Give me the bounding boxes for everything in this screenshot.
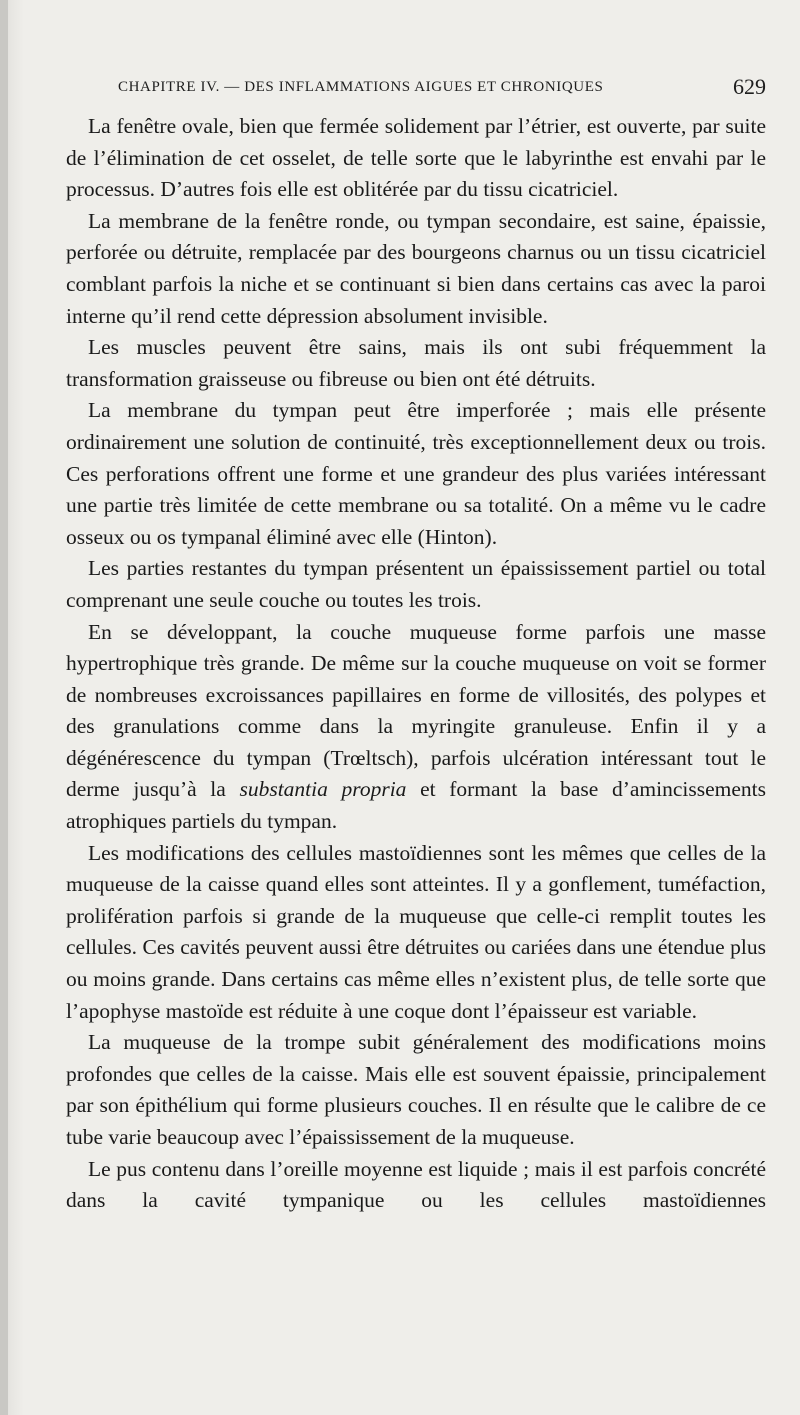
paragraph-tympanic-membrane: La membrane du tympan peut être imperforée ; mais elle présente ordinairement une solution de continuité, très exceptionnellement deux ou trois. Ces perforations offrent une forme et une grandeur des plus variées intéressant une partie très limitée de cette membrane ou sa totalité. On a même vu le cadre osseux ou os tympanal éliminé avec elle (Hinton). [66,398,766,549]
italic-term: substantia propria [239,777,407,802]
page-header [118,74,766,104]
paragraph-muscles: Les muscles peuvent être sains, mais ils ont subi fréquemment la transformation graisseuse ou fibreuse ou bien ont été détruits. [66,335,766,391]
paragraph-remaining-parts: Les parties restantes du tympan présentent un épaississement partiel ou total comprenant une seule couche ou toutes les trois. [66,556,766,612]
paragraph-round-window: La membrane de la fenêtre ronde, ou tympan secondaire, est saine, épaissie, perforée ou détruite, remplacée par des bourgeons charnus ou un tissu cicatriciel comblant parfois la niche et se continuant si bien dans certains cas avec la paroi interne qu’il rend cette dépression absolument invisible. [66,208,766,328]
page-number: 629 [733,74,766,99]
paragraph-mucous-layer [66,617,766,838]
paragraph-mastoid-cells: Les modifications des cellules mastoïdiennes sont les mêmes que celles de la muqueuse de la caisse quand elles sont atteintes. Il y a gonflement, tuméfaction, prolifération parfois si grande de la muqueuse que celle-ci remplit toutes les cellules. Ces cavités peuvent aussi être détruites ou cariées dans une étendue plus ou moins grande. Dans certains cas même elles n’existent plus, de telle sorte que l’apophyse mastoïde est réduite à une coque dont l’épaisseur est variable. [66,840,766,1023]
paragraph-pus: Le pus contenu dans l’oreille moyenne est liquide ; mais il est parfois concrété dans la cavité tympanique ou les cellules mastoïdiennes [66,1156,766,1213]
paragraph-mucous-layer-text-before: En se développant, la couche muqueuse forme parfois une masse hypertrophique très grande. De même sur la couche muqueuse on voit se former de nombreuses excroissances papillaires en forme de villosités, des polypes et des granulations comme dans la myringite granuleuse. Enfin il y a dégénérescence du tympan (Trœltsch), parfois ulcération intéressant tout le derme jusqu’à la [66,619,766,802]
body-text [66,111,766,1217]
paragraph-oval-window: La fenêtre ovale, bien que fermée solidement par l’étrier, est ouverte, par suite de l’élimination de cet osselet, de telle sorte que le labyrinthe est envahi par le processus. D’autres fois elle est oblitérée par du tissu cicatriciel. [66,114,766,202]
running-title: CHAPITRE IV. — DES INFLAMMATIONS AIGUES ET CHRONIQUES [118,79,604,95]
paragraph-eustachian-tube: La muqueuse de la trompe subit généralement des modifications moins profondes que celles de la caisse. Mais elle est souvent épaissie, principalement par son épithélium qui forme plusieurs couches. Il en résulte que le calibre de ce tube varie beaucoup avec l’épaississement de la muqueuse. [66,1030,766,1149]
paragraph-mucous-layer-text-after: et formant la base d’amincissements atrophiques partiels du tympan. [66,777,766,834]
page-binding-edge [0,0,8,1415]
